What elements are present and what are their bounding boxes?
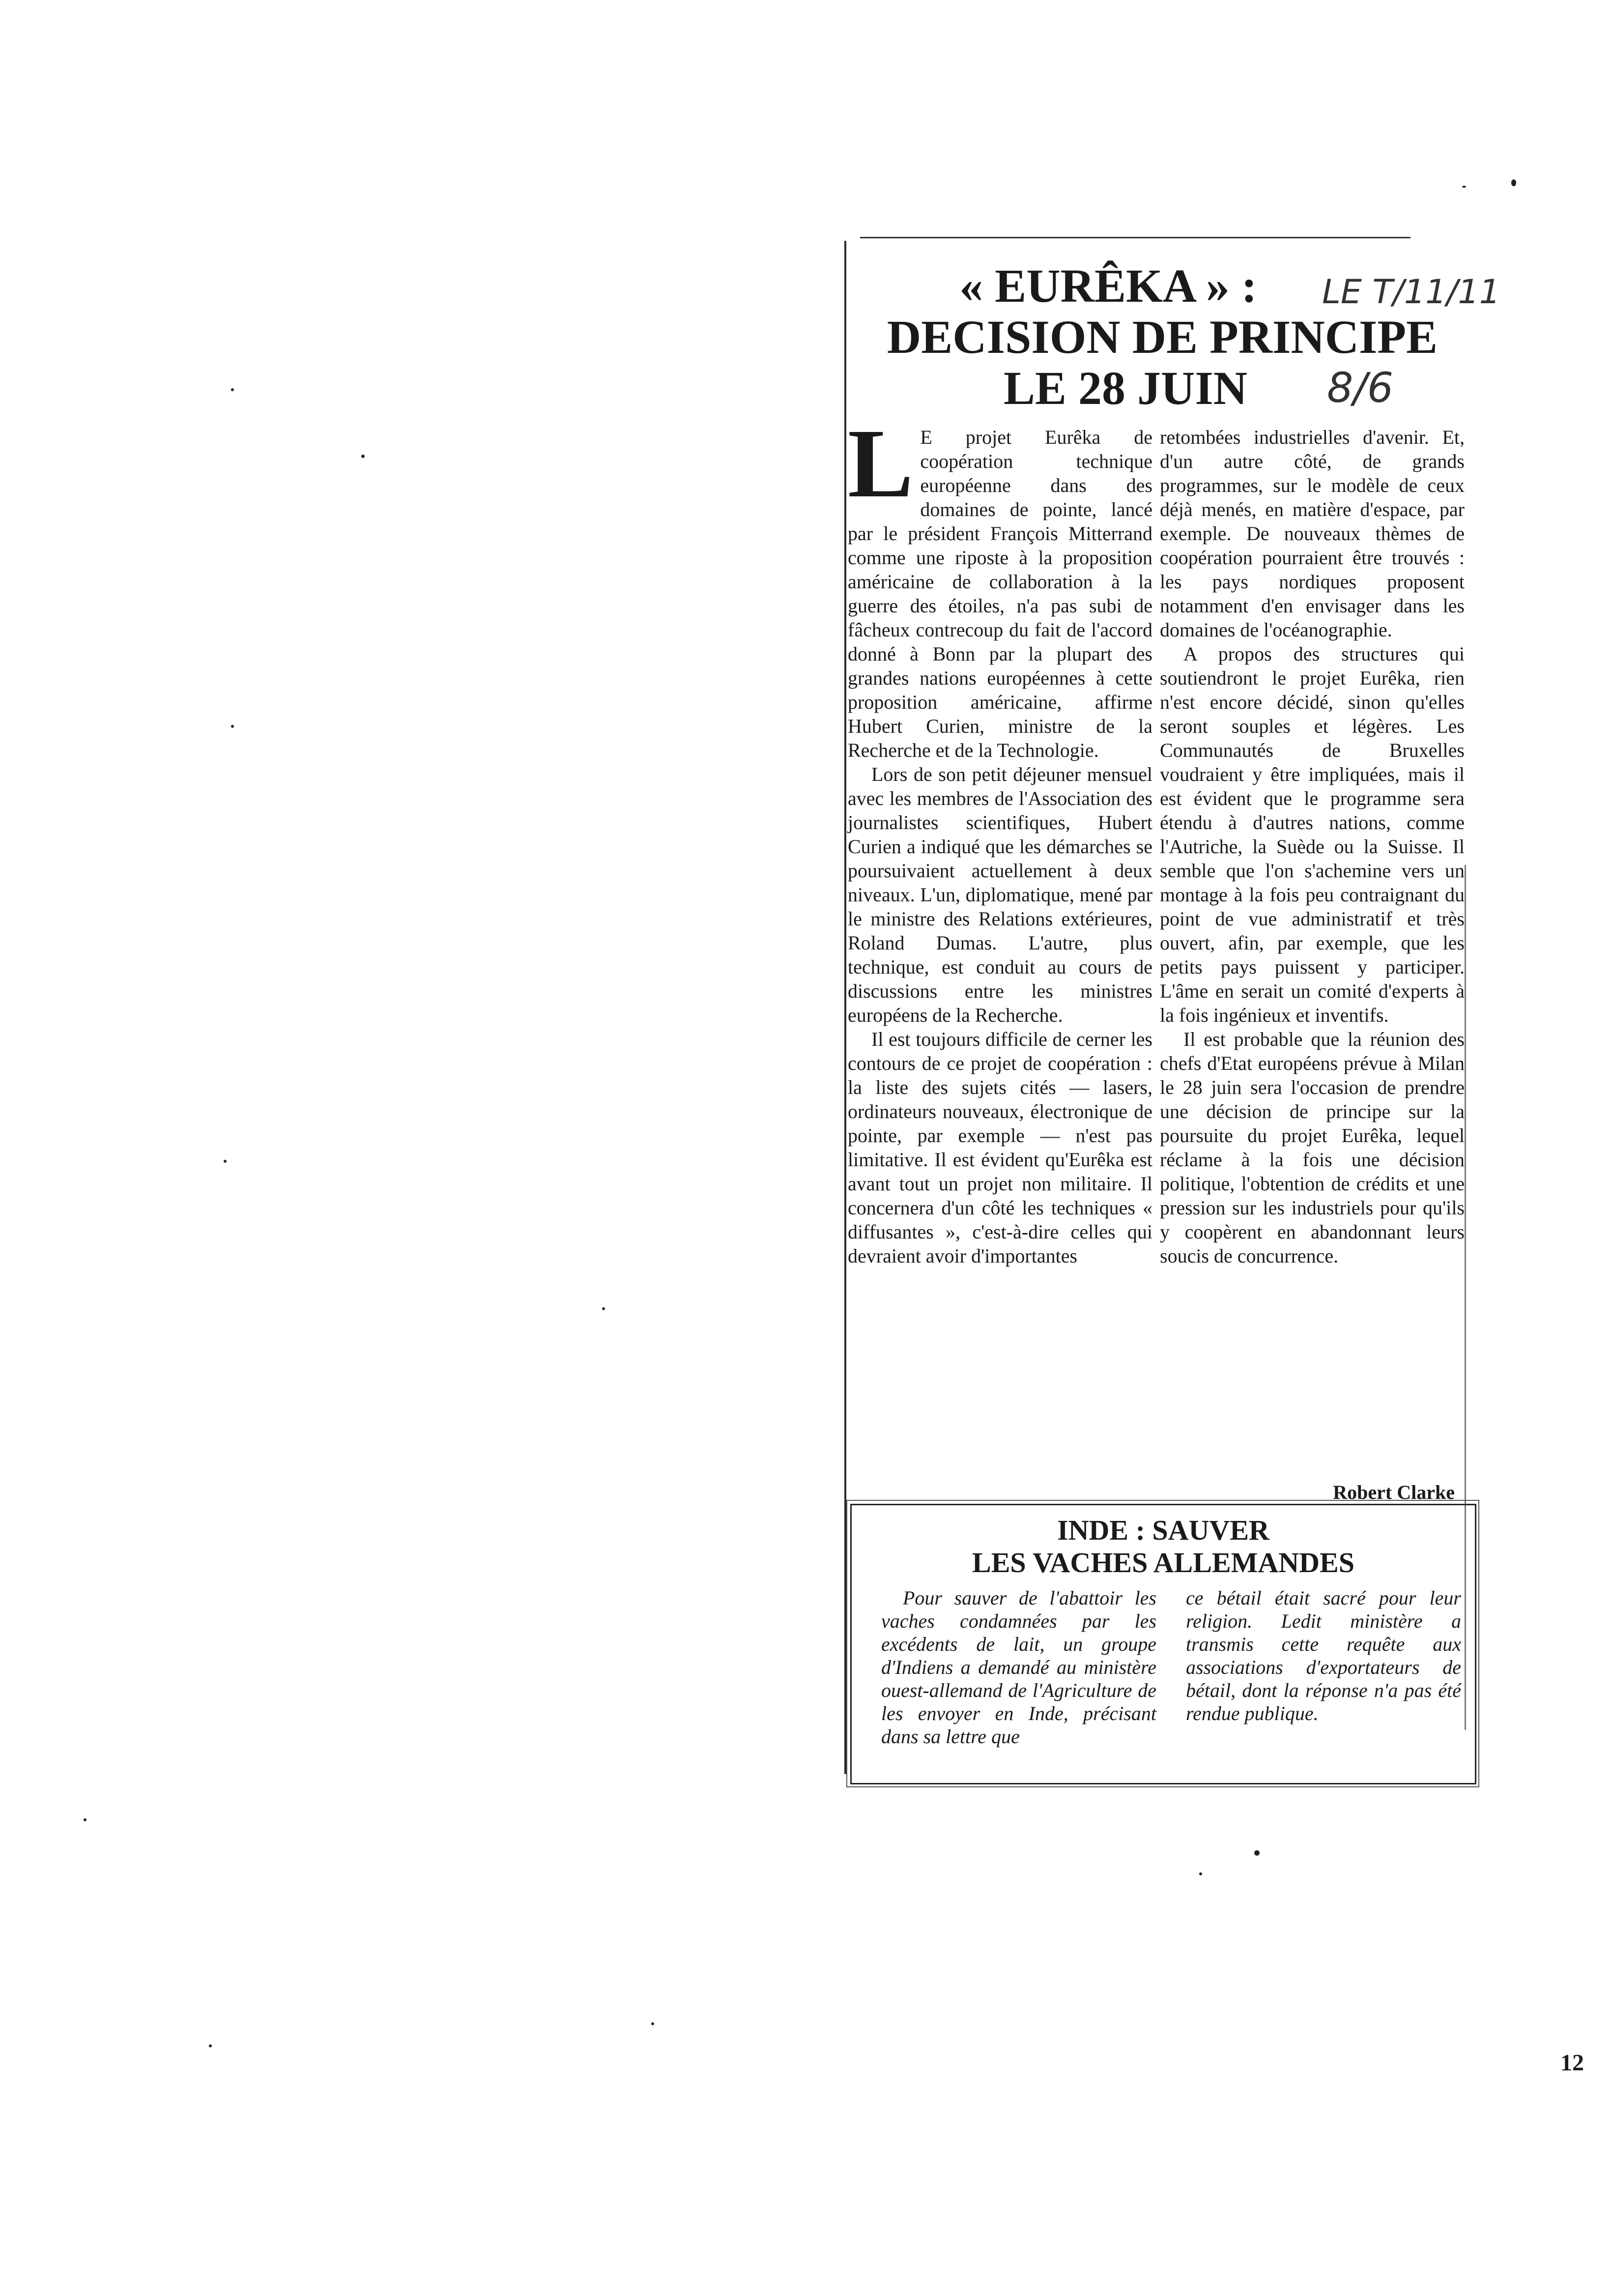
handwritten-date-note: 8/6 [1327,364,1394,412]
scan-speck [361,455,365,458]
handwritten-source-note: LE T/11/11 [1322,273,1500,312]
sidebar-column-right [1186,1586,1461,1725]
article-paragraph: Lors de son petit déjeuner mensuel avec les membres de l'Association des journalistes scientifiques, Hubert Curien a indiqué que les démarches se poursuivaient actuellement à deux niveaux. L'un, diplomatique, mené par le ministre des Relations extérieures, Roland Dumas. L'autre, plus technique, est conduit au cours de discussions entre les ministres européens de la Recherche. [848,763,1152,1026]
article-column-right [1160,425,1465,1526]
sidebar-paragraph: Pour sauver de l'abattoir les vaches condamnées par les excédents de lait, un groupe d'Indiens a demandé au ministère ouest-allemand de l'Agriculture de les envoyer en Inde, précisant dans sa lettre que [881,1587,1156,1748]
drop-cap: L [848,409,914,518]
article-paragraph: Il est toujours difficile de cerner les contours de ce projet de coopération : la liste des sujets cités — lasers, ordinateurs nouveaux, électronique de pointe, par exemple — n'est pas limitative. Il est évident qu'Eurêka est avant tout un projet non militaire. Il concernera d'un côté les techniques « diffusantes », c'est-à-dire celles qui devraient avoir d'importantes [848,1028,1152,1267]
newspaper-clipping [777,236,1584,2076]
scan-speck [224,1160,227,1163]
sidebar-title [852,1514,1475,1579]
sidebar-title-line-1: INDE : SAUVER [1057,1514,1269,1546]
article-paragraph: L E projet Eurêka de coopération technique européenne dans des domaines de pointe, lancé par le président François Mitterrand comme une riposte à la proposition américaine de collaboration à la guerre des étoiles, n'a pas subi de fâcheux contrecoup du fait de l'accord donné à Bonn par la plupart des grandes nations européennes à cette proposition américaine, affirme Hubert Curien, ministre de la Recherche et de la Technologie. [848,409,1152,761]
article-column-left [848,409,1152,1526]
headline-line-2: DECISION DE PRINCIPE [887,311,1438,363]
scan-speck [231,388,234,391]
scan-speck [231,725,234,728]
scan-speck [84,1818,86,1821]
sidebar-title-line-2: LES VACHES ALLEMANDES [972,1547,1354,1578]
scan-speck [602,1307,605,1310]
headline-line-1: « EURÊKA » : [959,259,1257,312]
article-paragraph: retombées industrielles d'avenir. Et, d'un autre côté, de grands programmes, sur le modèle de ceux déjà menés, en matière d'espace, par exemple. De nouveaux thèmes de coopération pourraient être trouvés : les pays nordiques proposent notamment d'en envisager dans les domaines de l'océanographie. [1160,426,1465,641]
sidebar-box [850,1504,1476,1784]
scan-speck [1199,1872,1202,1875]
headline-line-3: LE 28 JUIN [1003,362,1248,414]
page-number: 12 [1560,2050,1584,2076]
article-paragraph: A propos des structures qui soutiendront le projet Eurêka, rien n'est encore décidé, sinon qu'elles seront souples et légères. Les Communautés de Bruxelles voudraient y être impliquées, mais il est évident que le programme sera étendu à d'autres nations, comme l'Autriche, la Suède ou la Suisse. Il semble que l'on s'achemine vers un montage à la fois peu contraignant du point de vue administratif et très ouvert, afin, par exemple, que les petits pays puissent y participer. L'âme en serait un comité d'experts à la fois ingénieux et inventifs. [1160,643,1465,1026]
scan-speck [1254,1850,1260,1856]
sidebar-paragraph: ce bétail était sacré pour leur religion. Ledit ministère a transmis cette requête aux associations d'exportateurs de bétail, dont la réponse n'a pas été rendue publique. [1186,1587,1461,1724]
scan-speck [1462,186,1466,188]
top-rule [860,237,1410,238]
scan-speck [209,2044,212,2047]
scan-speck [651,2022,654,2025]
article-byline: Robert Clarke [1333,1481,1455,1503]
sidebar-column-left [881,1586,1156,1748]
scan-speck [1511,179,1516,186]
article-paragraph: Il est probable que la réunion des chefs d'Etat européens prévue à Milan le 28 juin sera l'occasion de prendre une décision de principe sur la poursuite du projet Eurêka, lequel réclame à la fois une décision politique, l'obtention de crédits et une pression sur les industriels pour qu'ils y coopèrent en abandonnant leurs soucis de concurrence. [1160,1028,1465,1267]
